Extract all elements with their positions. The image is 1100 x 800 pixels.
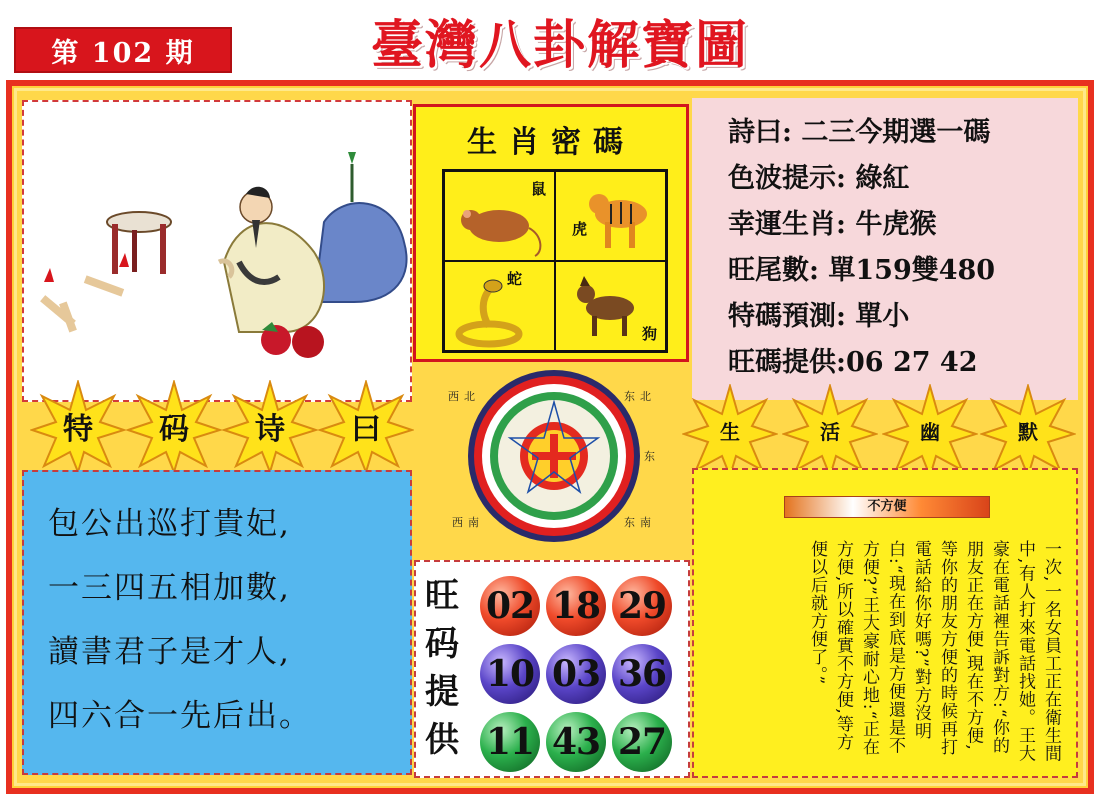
- lucky-number-ball: 18: [546, 576, 606, 636]
- star-badge-6: 活: [782, 384, 878, 476]
- lucky-number-ball: 11: [480, 712, 540, 772]
- hint-color-wave: 色波提示: 綠紅: [728, 163, 910, 194]
- compass-label-east-2: 东: [644, 450, 655, 463]
- lucky-number-ball: 36: [612, 644, 672, 704]
- poem-line-3: 讀書君子是才人,: [48, 634, 291, 670]
- snake-icon: [451, 274, 541, 354]
- fortune-teller-illustration: [24, 102, 410, 400]
- star-badge-4: 曰: [318, 380, 414, 472]
- lucky-number-ball: 29: [612, 576, 672, 636]
- compass-label-south-1: 南: [468, 516, 479, 529]
- compass-label-north-2: 北: [640, 390, 651, 403]
- zodiac-label-rat: 鼠: [530, 180, 546, 198]
- compass-label-west-1: 西: [448, 390, 459, 403]
- story-text: 一次,一名女員工正在衛生間中,有人打來電話找她。王大豪在電話裡告訴對方:“你的朋友正在方便,現在不方便,等你的朋友方便的時候再打電話給你好嗎?”對方沒明白:“現在到底是方便還是不方便?”王大豪耐心地:“正在方便,所以確實不方便,等方便以后就方便了。”: [807, 540, 1061, 763]
- star-badge-5: 生: [682, 384, 778, 476]
- star-badge-8: 默: [980, 384, 1076, 476]
- lucky-number-ball: 03: [546, 644, 606, 704]
- page-title: 臺灣八卦解寶圖: [370, 14, 749, 76]
- lucky-numbers-panel: [414, 560, 690, 778]
- star-badge-3: 诗: [222, 380, 318, 472]
- compass-label-west-2: 西: [452, 516, 463, 529]
- zodiac-title: 生肖密碼: [467, 125, 635, 160]
- story-heading: 不方便: [784, 496, 990, 518]
- lucky-numbers-label: 旺 码 提 供: [425, 576, 459, 760]
- star-badge-7: 幽: [882, 384, 978, 476]
- poem-panel: [22, 470, 412, 775]
- star-badge-2: 码: [126, 380, 222, 472]
- zodiac-cell-tiger: [555, 171, 666, 261]
- zodiac-label-snake: 蛇: [507, 270, 523, 288]
- hint-special-prediction: 特碼預測: 單小: [728, 301, 910, 332]
- illustration-panel: [22, 100, 412, 402]
- zodiac-label-tiger: 虎: [572, 220, 588, 238]
- zodiac-grid: [442, 169, 668, 353]
- humor-story-panel: [692, 468, 1078, 778]
- lucky-number-ball: 27: [612, 712, 672, 772]
- zodiac-code-box: [413, 104, 689, 362]
- hint-tail-numbers: 旺尾數: 單159雙480: [728, 255, 996, 286]
- zodiac-cell-rat: [444, 171, 555, 261]
- hint-lucky-zodiac: 幸運生肖: 牛虎猴: [728, 209, 937, 240]
- hint-hot-numbers: 旺碼提供:06 27 42: [728, 347, 978, 378]
- compass-label-east-1: 东: [624, 390, 635, 403]
- star-badge-1: 特: [30, 380, 126, 472]
- hint-poem: 詩曰: 二三今期選一碼: [728, 117, 991, 148]
- issue-number-badge: 第 102 期: [14, 27, 232, 73]
- rat-icon: [451, 180, 551, 260]
- hints-panel: [692, 98, 1078, 400]
- compass-label-north-1: 北: [464, 390, 475, 403]
- lucky-number-ball: 02: [480, 576, 540, 636]
- poem-line-1: 包公出巡打貴妃,: [48, 506, 291, 542]
- lucky-number-ball: 10: [480, 644, 540, 704]
- poem-line-4: 四六合一先后出。: [48, 698, 312, 734]
- tiger-icon: [581, 178, 661, 258]
- zodiac-label-dog: 狗: [641, 325, 657, 343]
- compass-label-east-3: 东: [624, 516, 635, 529]
- dog-icon: [570, 272, 650, 342]
- zodiac-cell-dog: [555, 261, 666, 351]
- poem-line-2: 一三四五相加數,: [48, 570, 291, 606]
- lucky-number-ball: 43: [546, 712, 606, 772]
- bagua-compass: [438, 368, 670, 544]
- zodiac-cell-snake: [444, 261, 555, 351]
- compass-label-south-2: 南: [640, 516, 651, 529]
